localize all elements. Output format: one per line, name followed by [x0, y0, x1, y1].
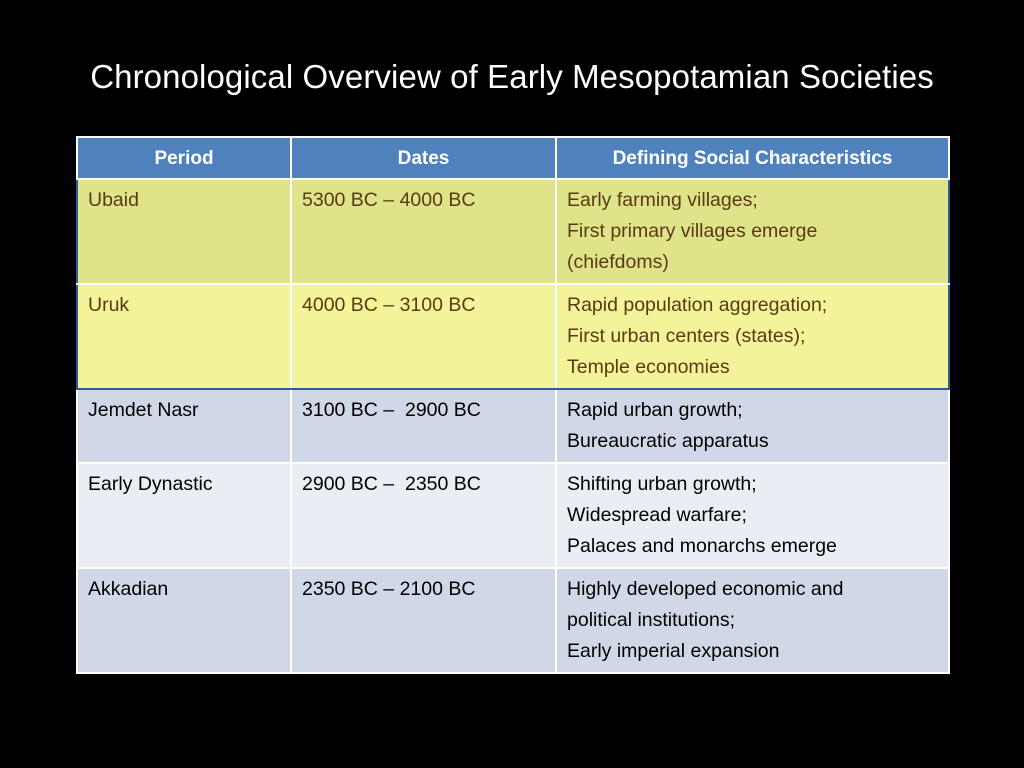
- characteristic-line: Early farming villages;: [567, 189, 758, 211]
- characteristic-line: Palaces and monarchs emerge: [567, 535, 837, 557]
- chronology-table: [76, 136, 950, 674]
- characteristic-line: Rapid urban growth;: [567, 399, 743, 421]
- table-row-uruk: [77, 284, 949, 389]
- characteristic-line: First urban centers (states);: [567, 325, 806, 347]
- characteristic-line: Bureaucratic apparatus: [567, 430, 769, 452]
- characteristic-line: (chiefdoms): [567, 251, 669, 273]
- table-row-ubaid: [77, 179, 949, 284]
- characteristic-line: Early imperial expansion: [567, 640, 780, 662]
- cell-period: Early Dynastic: [77, 463, 291, 568]
- cell-period: Jemdet Nasr: [77, 389, 291, 463]
- cell-dates: 2350 BC – 2100 BC: [291, 568, 556, 673]
- cell-characteristics: [556, 284, 949, 389]
- characteristic-line: political institutions;: [567, 609, 735, 631]
- header-characteristics: Defining Social Characteristics: [556, 137, 949, 179]
- characteristic-line: Shifting urban growth;: [567, 473, 757, 495]
- cell-characteristics: [556, 389, 949, 463]
- cell-dates: 3100 BC – 2900 BC: [291, 389, 556, 463]
- characteristic-line: Temple economies: [567, 356, 730, 378]
- cell-period: Uruk: [77, 284, 291, 389]
- table-row-akkadian: [77, 568, 949, 673]
- cell-characteristics: [556, 568, 949, 673]
- cell-dates: 5300 BC – 4000 BC: [291, 179, 556, 284]
- header-dates: Dates: [291, 137, 556, 179]
- characteristic-line: Highly developed economic and: [567, 578, 844, 600]
- cell-dates: 4000 BC – 3100 BC: [291, 284, 556, 389]
- cell-dates: 2900 BC – 2350 BC: [291, 463, 556, 568]
- table-header-row: [77, 137, 949, 179]
- header-period: Period: [77, 137, 291, 179]
- table-row-jemdet-nasr: [77, 389, 949, 463]
- characteristic-line: First primary villages emerge: [567, 220, 818, 242]
- slide-title: Chronological Overview of Early Mesopotamian Societies: [90, 58, 934, 95]
- table-row-early-dynastic: [77, 463, 949, 568]
- cell-period: Ubaid: [77, 179, 291, 284]
- cell-characteristics: [556, 463, 949, 568]
- characteristic-line: Rapid population aggregation;: [567, 294, 828, 316]
- characteristic-line: Widespread warfare;: [567, 504, 747, 526]
- cell-characteristics: [556, 179, 949, 284]
- cell-period: Akkadian: [77, 568, 291, 673]
